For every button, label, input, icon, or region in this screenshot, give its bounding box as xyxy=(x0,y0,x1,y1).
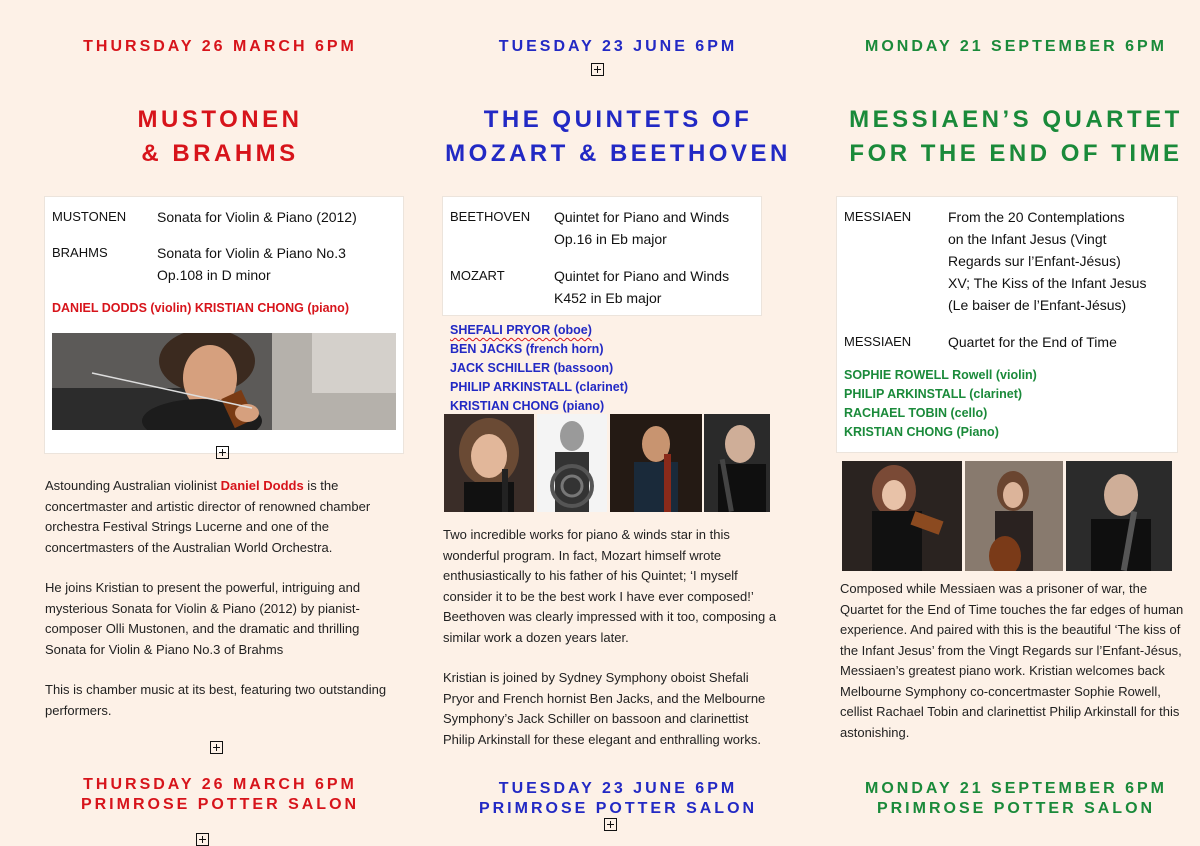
concert-description: Astounding Australian violinist Daniel Dodds is the concertmaster and artistic director of renowned chamber orchestra Festival Strings Lucerne and one of the concertmasters of the Australian World Orchestra. He joins Kristian to present the powerful, intriguing and mysterious Sonata for Violin & Piano (2012) by pianist-composer Olli Mustonen, and the dramatic and thrilling Sonata for Violin & Piano No.3 of Brahms This is chamber music at its best, featuring two outstanding performers. xyxy=(45,478,387,718)
title-line: MESSIAEN’S QUARTET xyxy=(849,106,1183,133)
oboist-photo xyxy=(444,414,534,512)
program-work: From the 20 Contemplations on the Infant Jesus (Vingt Regards sur l’Enfant-Jésus) XV; The Kiss of the Infant Jesus (Le baiser de l’Enfant-Jésus) xyxy=(948,209,1147,313)
expand-icon[interactable] xyxy=(196,833,209,846)
violinist-photo xyxy=(842,461,962,571)
title-line: FOR THE END OF TIME xyxy=(849,140,1183,167)
program-composer: MOZART xyxy=(450,268,505,283)
program-work: Sonata for Violin & Piano (2012) xyxy=(157,209,357,225)
program-work: Sonata for Violin & Piano No.3 Op.108 in D minor xyxy=(157,245,346,283)
concert-column-mustonen-brahms xyxy=(40,0,400,846)
venue-footer: TUESDAY 23 JUNE 6PM PRIMROSE POTTER SALON xyxy=(478,780,758,817)
bassoonist-photo xyxy=(610,414,702,512)
program-work: Quartet for the End of Time xyxy=(948,334,1117,350)
program-composer: MESSIAEN xyxy=(844,334,912,349)
violinist-photo xyxy=(52,333,396,430)
concert-date: TUESDAY 23 JUNE 6PM xyxy=(498,38,738,55)
horn-player-photo xyxy=(537,414,607,512)
program-composer: BEETHOVEN xyxy=(450,209,531,224)
expand-icon[interactable] xyxy=(210,741,223,754)
concert-title xyxy=(836,103,1196,171)
title-line: MOZART & BEETHOVEN xyxy=(445,140,791,167)
program-composer: MUSTONEN xyxy=(52,209,127,224)
program-work: Quintet for Piano and Winds Op.16 in Eb major xyxy=(554,209,730,247)
title-line: THE QUINTETS OF xyxy=(483,106,753,133)
concert-title xyxy=(438,103,798,171)
performers-list: SHEFALI PRYOR (oboe) BEN JACKS (french horn) JACK SCHILLER (bassoon) PHILIP ARKINSTALL (clarinet) KRISTIAN CHONG (piano) xyxy=(450,323,629,413)
cellist-photo xyxy=(965,461,1063,571)
concert-date: THURSDAY 26 MARCH 6PM xyxy=(83,38,357,55)
venue-footer: THURSDAY 26 MARCH 6PM PRIMROSE POTTER SALON xyxy=(80,776,360,813)
concert-description: Composed while Messiaen was a prisoner of war, the Quartet for the End of Time touches the far edges of human experience. And paired with this is the beautiful ‘The kiss of the Infant Jesus’ from the Vingt Regards sur l’Enfant-Jésus, Messiaen’s greatest piano work. Kristian welcomes back Melbourne Symphony co-concertmaster Sophie Rowell, cellist Rachael Tobin and clarinettist Philip Arkinstall for this astonishing. xyxy=(840,581,1184,740)
expand-icon[interactable] xyxy=(216,446,229,459)
venue-footer: MONDAY 21 SEPTEMBER 6PM PRIMROSE POTTER SALON xyxy=(865,780,1167,817)
performers-list: SOPHIE ROWELL Rowell (violin) PHILIP ARKINSTALL (clarinet) RACHAEL TOBIN (cello) KRISTIAN CHONG (Piano) xyxy=(844,368,1037,439)
concert-title xyxy=(40,103,400,171)
title-line: MUSTONEN xyxy=(137,106,303,133)
concert-column-messiaen xyxy=(836,0,1196,846)
title-line: & BRAHMS xyxy=(141,140,299,167)
program-work: Quintet for Piano and Winds K452 in Eb major xyxy=(554,268,730,306)
clarinettist-photo xyxy=(1066,461,1172,571)
expand-icon[interactable] xyxy=(604,818,617,831)
highlight-name: Daniel Dodds xyxy=(220,478,304,493)
expand-icon[interactable] xyxy=(591,63,604,76)
program-composer: MESSIAEN xyxy=(844,209,912,224)
clarinettist-photo xyxy=(704,414,770,512)
concert-date: MONDAY 21 SEPTEMBER 6PM xyxy=(865,38,1167,55)
concert-description: Two incredible works for piano & winds star in this wonderful program. In fact, Mozart himself wrote enthusiastically to his father of his Quintet; ‘I myself consider it to be the best work I have ever composed!’ Beethoven was clearly impressed with it too, composing a similar work a dozen years later. Kristian is joined by Sydney Symphony oboist Shefali Pryor and French hornist Ben Jacks, and the Melbourne Symphony’s Jack Schiller on bassoon and clarinettist Philip Arkinstall for these elegant and enthralling works. xyxy=(443,527,777,747)
program-composer: BRAHMS xyxy=(52,245,108,260)
performers: DANIEL DODDS (violin) KRISTIAN CHONG (piano) xyxy=(52,301,349,315)
concert-column-mozart-beethoven xyxy=(438,0,798,846)
